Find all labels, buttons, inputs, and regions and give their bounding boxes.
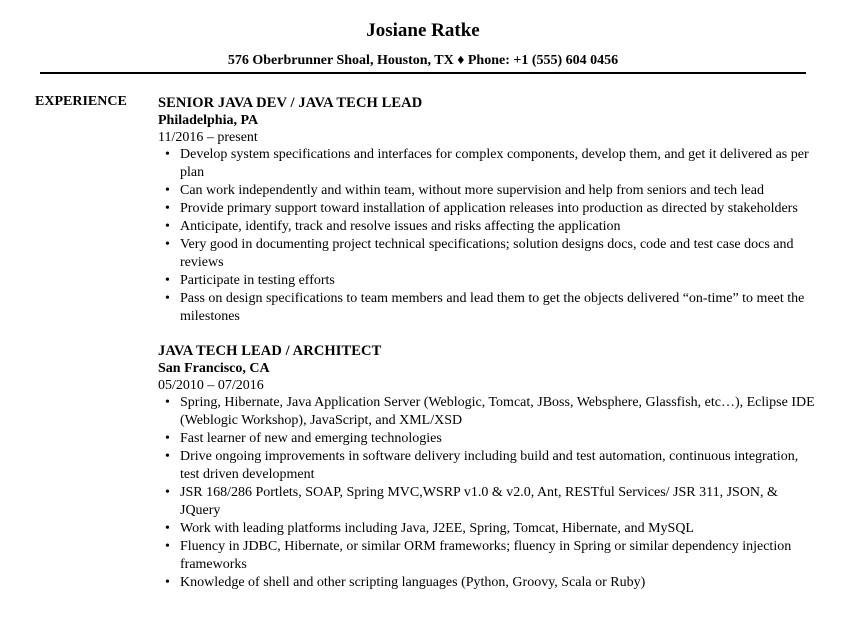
- bullet-item: • Knowledge of shell and other scripting languages (Python, Groovy, Scala or Ruby): [158, 574, 818, 592]
- experience-list: [158, 94, 818, 592]
- header-divider: [40, 72, 806, 74]
- bullet-item: • Fast learner of new and emerging technologies: [158, 430, 818, 448]
- job-title: JAVA TECH LEAD / ARCHITECT: [158, 343, 382, 359]
- bullet-item: • JSR 168/286 Portlets, SOAP, Spring MVC,WSRP v1.0 & v2.0, Ant, RESTful Services/ JSR 311, JSON, & JQuery: [158, 484, 818, 520]
- bullet-item: • Participate in testing efforts: [158, 272, 818, 290]
- bullet-item: • Fluency in JDBC, Hibernate, or similar ORM frameworks; fluency in Spring or similar dependency injection frameworks: [158, 538, 818, 574]
- bullet-item: • Develop system specifications and interfaces for complex components, develop them, and get it delivered as per plan: [158, 146, 818, 182]
- bullet-item: • Pass on design specifications to team members and lead them to get the objects delivered “on-time” to meet the milestones: [158, 290, 818, 326]
- bullet-item: • Spring, Hibernate, Java Application Server (Weblogic, Tomcat, JBoss, Websphere, Glassfish, etc…), Eclipse IDE (Weblogic Workshop), JavaScript, and XML/XSD: [158, 394, 818, 430]
- section-label-experience: EXPERIENCE: [35, 94, 127, 109]
- bullet-item: • Very good in documenting project technical specifications; solution designs docs, code and test case docs and reviews: [158, 236, 818, 272]
- bullet-item: • Work with leading platforms including Java, J2EE, Spring, Tomcat, Hibernate, and MySQL: [158, 520, 818, 538]
- contact-line: 576 Oberbrunner Shoal, Houston, TX ♦ Phone: +1 (555) 604 0456: [227, 53, 619, 68]
- job-dates: 05/2010 – 07/2016: [158, 378, 264, 393]
- job-bullets: [158, 394, 818, 592]
- job-bullets: [158, 146, 818, 326]
- job-dates: 11/2016 – present: [158, 130, 258, 145]
- job-location: Philadelphia, PA: [158, 113, 259, 128]
- bullet-item: • Drive ongoing improvements in software delivery including build and test automation, continuous integration, test driven development: [158, 448, 818, 484]
- job-entry: [158, 94, 818, 326]
- job-title: SENIOR JAVA DEV / JAVA TECH LEAD: [158, 95, 423, 111]
- bullet-item: • Provide primary support toward installation of application releases into production as directed by stakeholders: [158, 200, 818, 218]
- bullet-item: • Anticipate, identify, track and resolve issues and risks affecting the application: [158, 218, 818, 236]
- candidate-name: Josiane Ratke: [366, 20, 480, 41]
- bullet-item: • Can work independently and within team, without more supervision and help from seniors and tech lead: [158, 182, 818, 200]
- job-location: San Francisco, CA: [158, 361, 270, 376]
- job-entry: [158, 342, 818, 592]
